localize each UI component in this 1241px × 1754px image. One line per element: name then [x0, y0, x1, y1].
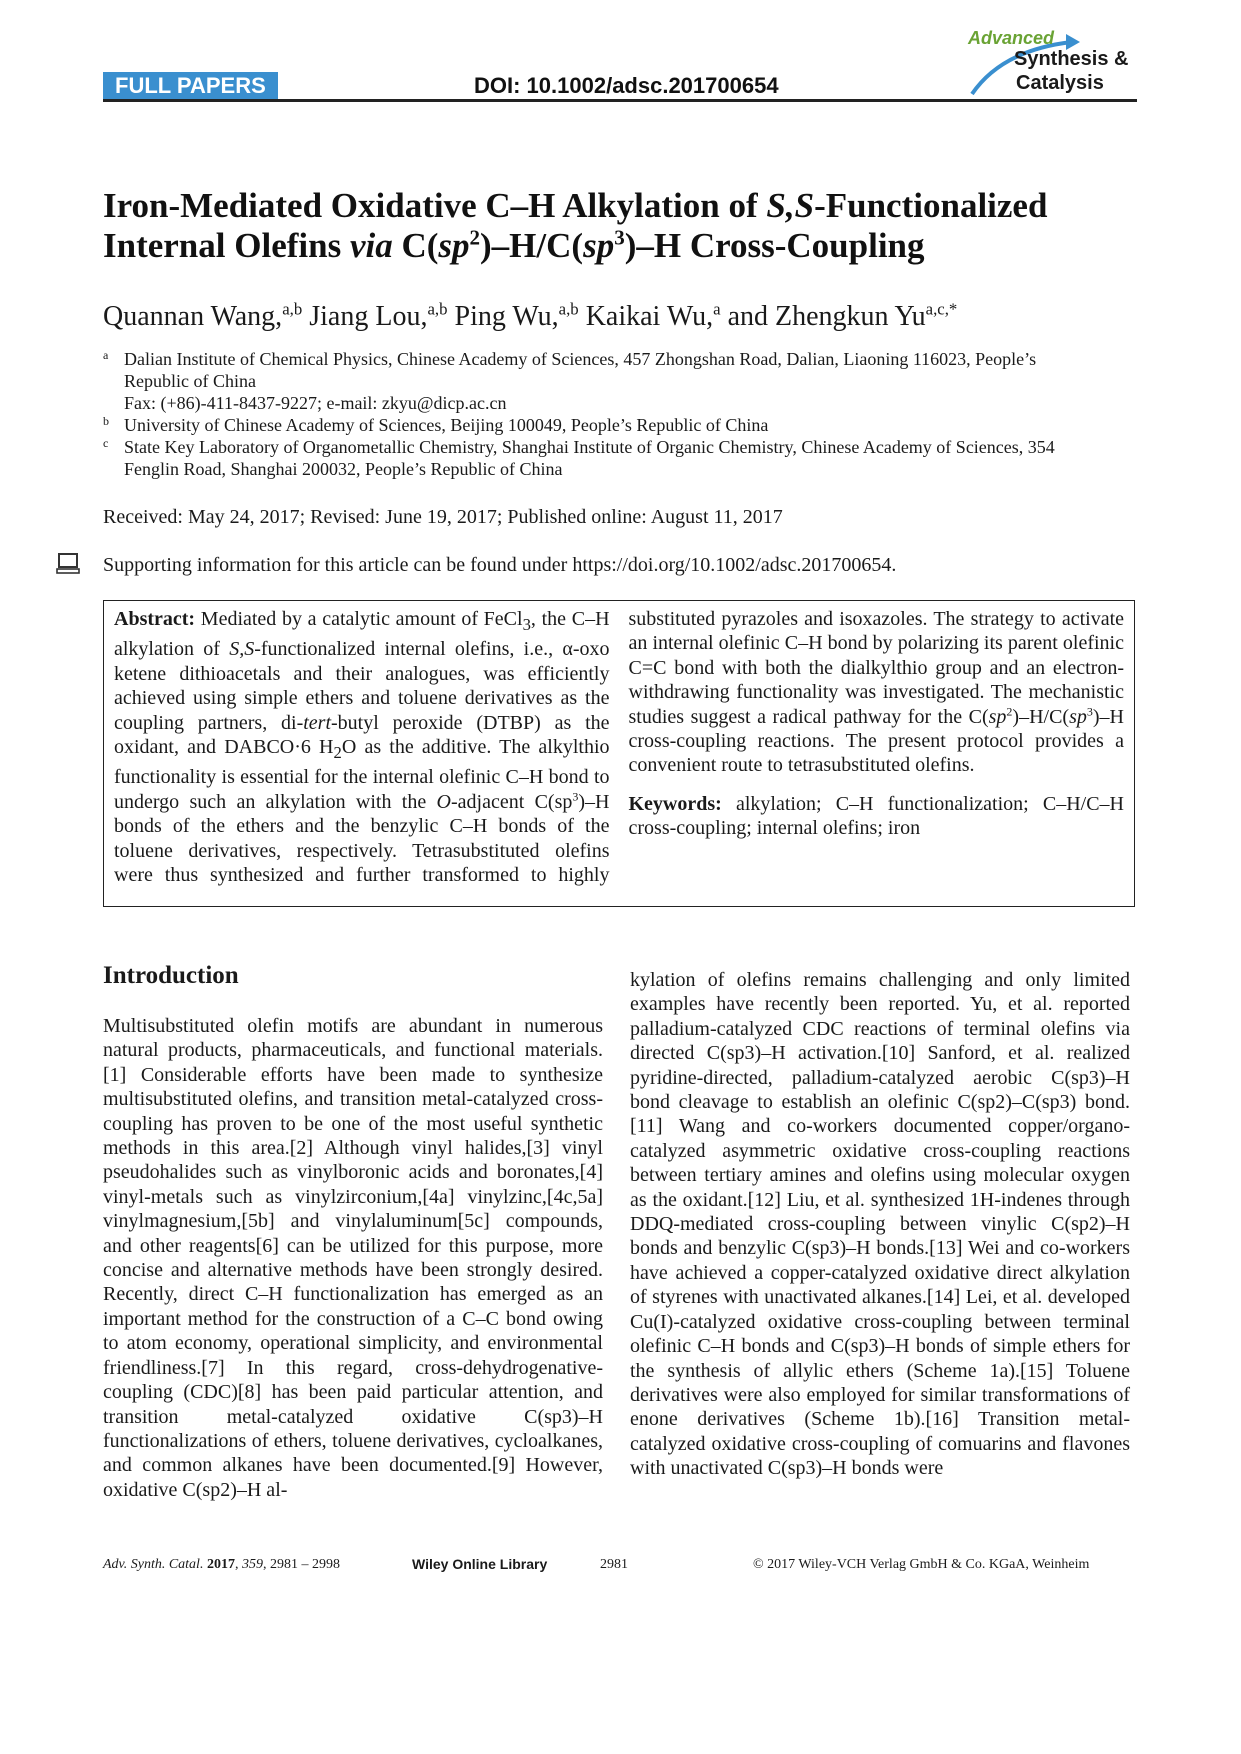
journal-logo [962, 20, 1142, 98]
footer-copyright: © 2017 Wiley-VCH Verlag GmbH & Co. KGaA, Weinheim [753, 1557, 1090, 1572]
computer-icon [56, 551, 82, 577]
publication-dates: Received: May 24, 2017; Revised: June 19, 2017; Published online: August 11, 2017 [103, 506, 783, 528]
abstract-box [103, 600, 1135, 907]
page-number: 2981 [600, 1557, 628, 1572]
introduction-heading: Introduction [103, 962, 239, 989]
header-rule [103, 99, 1137, 102]
abstract-keywords: Keywords: alkylation; C–H functionalization; C–H/C–H cross-coupling; internal olefins; iron [628, 792, 1124, 840]
logo-synthesis: Synthesis & [1014, 48, 1129, 70]
footer-citation: Adv. Synth. Catal. 2017, 359, 2981 – 2998 [103, 1557, 340, 1572]
affiliation-b: b University of Chinese Academy of Sciences, Beijing 100049, People’s Republic of China [103, 414, 769, 435]
author-name: Kaikai Wu, [585, 301, 714, 332]
abstract-text: Abstract: Mediated by a catalytic amount of FeCl$_3$, the C–H alkylation of S,S-functionalized internal olefins, i.e., α-oxo ketene dithioacetals and their analogues, was efficiently achieved using simple ethers and toluene derivatives as the coupling partners, di-tert-butyl peroxide (DTBP) as the oxidant, and DABCO·6 $H_2O$ as the additive. The alkylthio functionality is essential for the internal olefinic C–H bond to undergo such an alkylation with the O-adjacent $C(sp^3)-H$ bonds of the ethers and the benzylic C–H bonds of the toluene derivatives, respectively. Tetrasubstituted olefins were thus synthesized and further transformed to highly substituted pyrazoles and isoxazoles. The strategy to activate an internal olefinic C–H bond by polarizing its parent olefinic C=C bond with both the dialkylthio group and an electron-withdrawing functionality was investigated. The mechanistic studies suggest a radical pathway for the $C(sp^2)-H/C(sp^3)-H$ cross-coupling reactions. The present protocol provides a convenient route to tetrasubstituted olefins. Keywords: alkylation; C–H functionalization; C–H/C–H cross-coupling; internal olefins; iron [114, 608, 1124, 887]
introduction-left-column: Multisubstituted olefin motifs are abundant in numerous natural products, pharmaceuticals, and functional materials.[1] Considerable efforts have been made to synthesize multisubstituted olefins, and transition metal-catalyzed cross-coupling has proven to be one of the most useful synthetic methods in this area.[2] Although vinyl halides,[3] vinyl pseudohalides such as vinylboronic acids and boronates,[4] vinyl-metals such as vinylzirconium,[4a] vinylzinc,[4c,5a] vinylmagnesium,[5b] and vinylaluminum[5c] compounds, and other reagents[6] can be utilized for this purpose, more concise and alternative methods have been strongly desired. Recently, direct C–H functionalization has emerged as an important method for the construction of a C–C bond owing to atom economy, operational simplicity, and environmental friendliness.[7] In this regard, cross-dehydrogenative-coupling (CDC)[8] has been paid particular attention, and transition metal-catalyzed oxidative C(sp3)–H functionalizations of ethers, toluene derivatives, cycloalkanes, and common alkanes have been documented.[9] However, oxidative C(sp2)–H al- [103, 1015, 603, 1501]
logo-catalysis: Catalysis [1016, 72, 1104, 94]
logo-advanced: Advanced [968, 28, 1055, 48]
affiliations [103, 348, 1103, 480]
author-name: Ping Wu, [454, 301, 559, 332]
affiliation-c: c State Key Laboratory of Organometallic Chemistry, Shanghai Institute of Organic Chemistry, Chinese Academy of Sciences, 354 Fenglin Road, Shanghai 200032, People’s Republic of China [103, 436, 1055, 479]
supporting-info[interactable]: Supporting information for this article can be found under https://doi.org/10.1002/adsc.201700654. [103, 554, 897, 576]
doi-label[interactable]: DOI: 10.1002/adsc.201700654 [474, 73, 779, 98]
footer-platform[interactable]: Wiley Online Library [412, 1556, 548, 1572]
author-list: Quannan Wang,$^{a,b}$ Jiang Lou,$^{a,b}$ Ping Wu,$^{a,b}$ Kaikai Wu,$^a$ and Zhengkun $Yu^{a,c,*}$ [103, 299, 958, 332]
introduction-right-column: kylation of olefins remains challenging and only limited examples have recently been reported. Yu, et al. reported palladium-catalyzed CDC reactions of terminal olefins via directed C(sp3)–H activation.[10] Sanford, et al. realized pyridine-directed, palladium-catalyzed aerobic C(sp3)–H bond cleavage to establish an olefinic C(sp2)–C(sp3) bond.[11] Wang and co-workers documented copper/organo-catalyzed asymmetric oxidative cross-coupling reactions between tertiary amines and olefins using molecular oxygen as the oxidant.[12] Liu, et al. synthesized 1H-indenes through DDQ-mediated cross-coupling between vinylic C(sp2)–H bonds and benzylic C(sp3)–H bonds.[13] Wei and co-workers have achieved a copper-catalyzed oxidative direct alkylation of styrenes with unactivated alkanes.[14] Lei, et al. developed Cu(I)-catalyzed oxidative cross-coupling between terminal olefinic C–H bonds and C(sp3)–H bonds of simple ethers for the synthesis of allylic ethers (Scheme 1a).[15] Toluene derivatives were also employed for similar transformations of enone derivatives (Scheme 1b).[16] Transition metal-catalyzed oxidative cross-coupling of comuarins and flavones with unactivated C(sp3)–H bonds were [630, 969, 1130, 1480]
section-badge: FULL PAPERS [103, 72, 278, 100]
author-name: Jiang Lou, [309, 301, 428, 332]
author-name: and Zhengkun Yu [727, 301, 926, 332]
affiliation-a: a Dalian Institute of Chemical Physics, Chinese Academy of Sciences, 457 Zhongshan Road, Dalian, Liaoning 116023, People’s Republic of China Fax: (+86)-411-8437-9227; e-mail: zkyu@dicp.ac.cn [103, 348, 1037, 413]
article-title: Iron-Mediated Oxidative C–H Alkylation of S,S-Functionalized Internal Olefins via $C(sp^2)-H/C(sp^3)-H$ Cross-Coupling [103, 186, 1048, 265]
author-name: Quannan Wang, [103, 301, 283, 332]
contact-line[interactable]: Fax: (+86)-411-8437-9227; e-mail: zkyu@dicp.ac.cn [124, 393, 507, 413]
